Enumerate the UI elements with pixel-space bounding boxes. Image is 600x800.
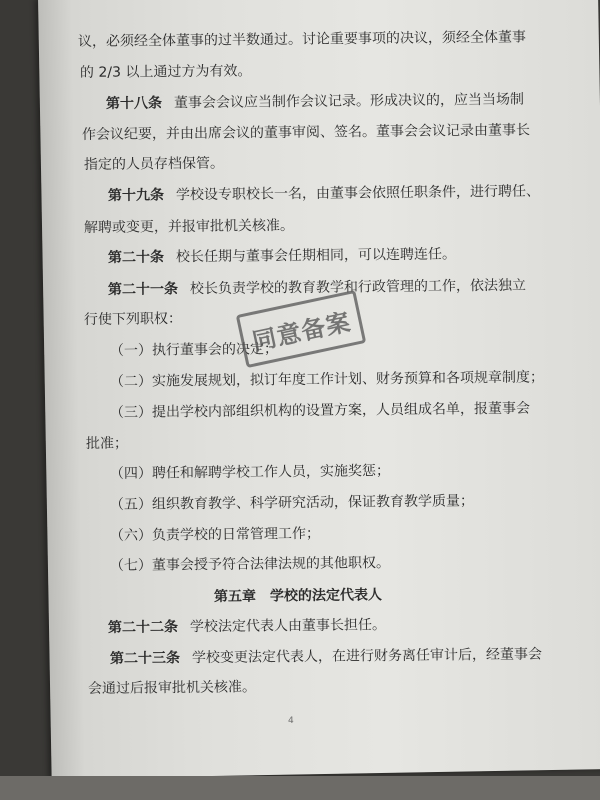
article-19	[108, 178, 600, 208]
article-number: 第二十三条	[109, 650, 181, 667]
article-number: 第十八条	[105, 95, 163, 112]
article-number: 第二十条	[107, 249, 165, 266]
article-number: 第二十一条	[107, 281, 179, 298]
line-text: （四）聘任和解聘学校工作人员，实施奖惩；	[109, 463, 391, 482]
article-23	[110, 641, 600, 671]
line-text: 作会议纪要，并由出席会议的董事审阅、签名。董事会会议记录由董事长	[81, 122, 531, 143]
line-text: （三）提出学校内部组织机构的设置方案，人员组成名单，报董事会	[109, 400, 531, 421]
line-text: 会通过后报审批机关核准。	[87, 679, 257, 697]
article-number: 第十九条	[107, 187, 165, 204]
line-text: （六）负责学校的日常管理工作；	[109, 525, 321, 544]
line-text: （七）董事会授予符合法律法规的其他职权。	[109, 555, 391, 574]
article-22	[108, 610, 600, 640]
line-text: 批准；	[85, 435, 129, 452]
line-text: 行使下列职权：	[83, 310, 183, 328]
chapter-title: 第五章 学校的法定代表人	[213, 587, 383, 605]
line-text: 解聘或变更，并报审批机关核准。	[83, 217, 295, 236]
line-text: 校长任期与董事会任期相同，可以连聘连任。	[175, 246, 457, 266]
line-text: 的 2/3 以上通过方为有效。	[79, 63, 252, 81]
line-text: （五）组织教育教学、科学研究活动，保证教育教学质量；	[109, 493, 475, 513]
line-text: 校长负责学校的教育教学和行政管理的工作，依法独立	[189, 277, 527, 298]
stamp-text: 同意备案	[249, 306, 354, 356]
article-number: 第二十二条	[107, 619, 179, 636]
line-text: （一）执行董事会的决定；	[109, 341, 279, 359]
list-item	[110, 548, 600, 578]
list-item	[110, 518, 600, 548]
page-number: 4	[288, 716, 294, 726]
line-text: （二）实施发展规划，拟订年度工作计划、财务预算和各项规章制度；	[109, 369, 545, 390]
line-text: 指定的人员存档保管。	[83, 155, 225, 173]
background-surface	[0, 776, 600, 800]
list-item	[110, 487, 600, 517]
line-text: 学校法定代表人由董事长担任。	[189, 617, 387, 636]
list-item	[110, 395, 600, 425]
article-18	[106, 86, 600, 116]
line-text: 学校变更法定代表人，在进行财务离任审计后，经董事会	[191, 646, 543, 667]
line-text: 董事会会议应当制作会议记录。形成决议的，应当当场制	[173, 91, 525, 112]
line-text: 学校设专职校长一名，由董事会依照任职条件，进行聘任、	[175, 183, 541, 204]
list-item	[110, 364, 600, 394]
list-item	[110, 456, 600, 486]
line-text: 议，必须经全体董事的过半数通过。讨论重要事项的决议，须经全体董事	[77, 29, 527, 50]
article-20	[108, 240, 600, 270]
